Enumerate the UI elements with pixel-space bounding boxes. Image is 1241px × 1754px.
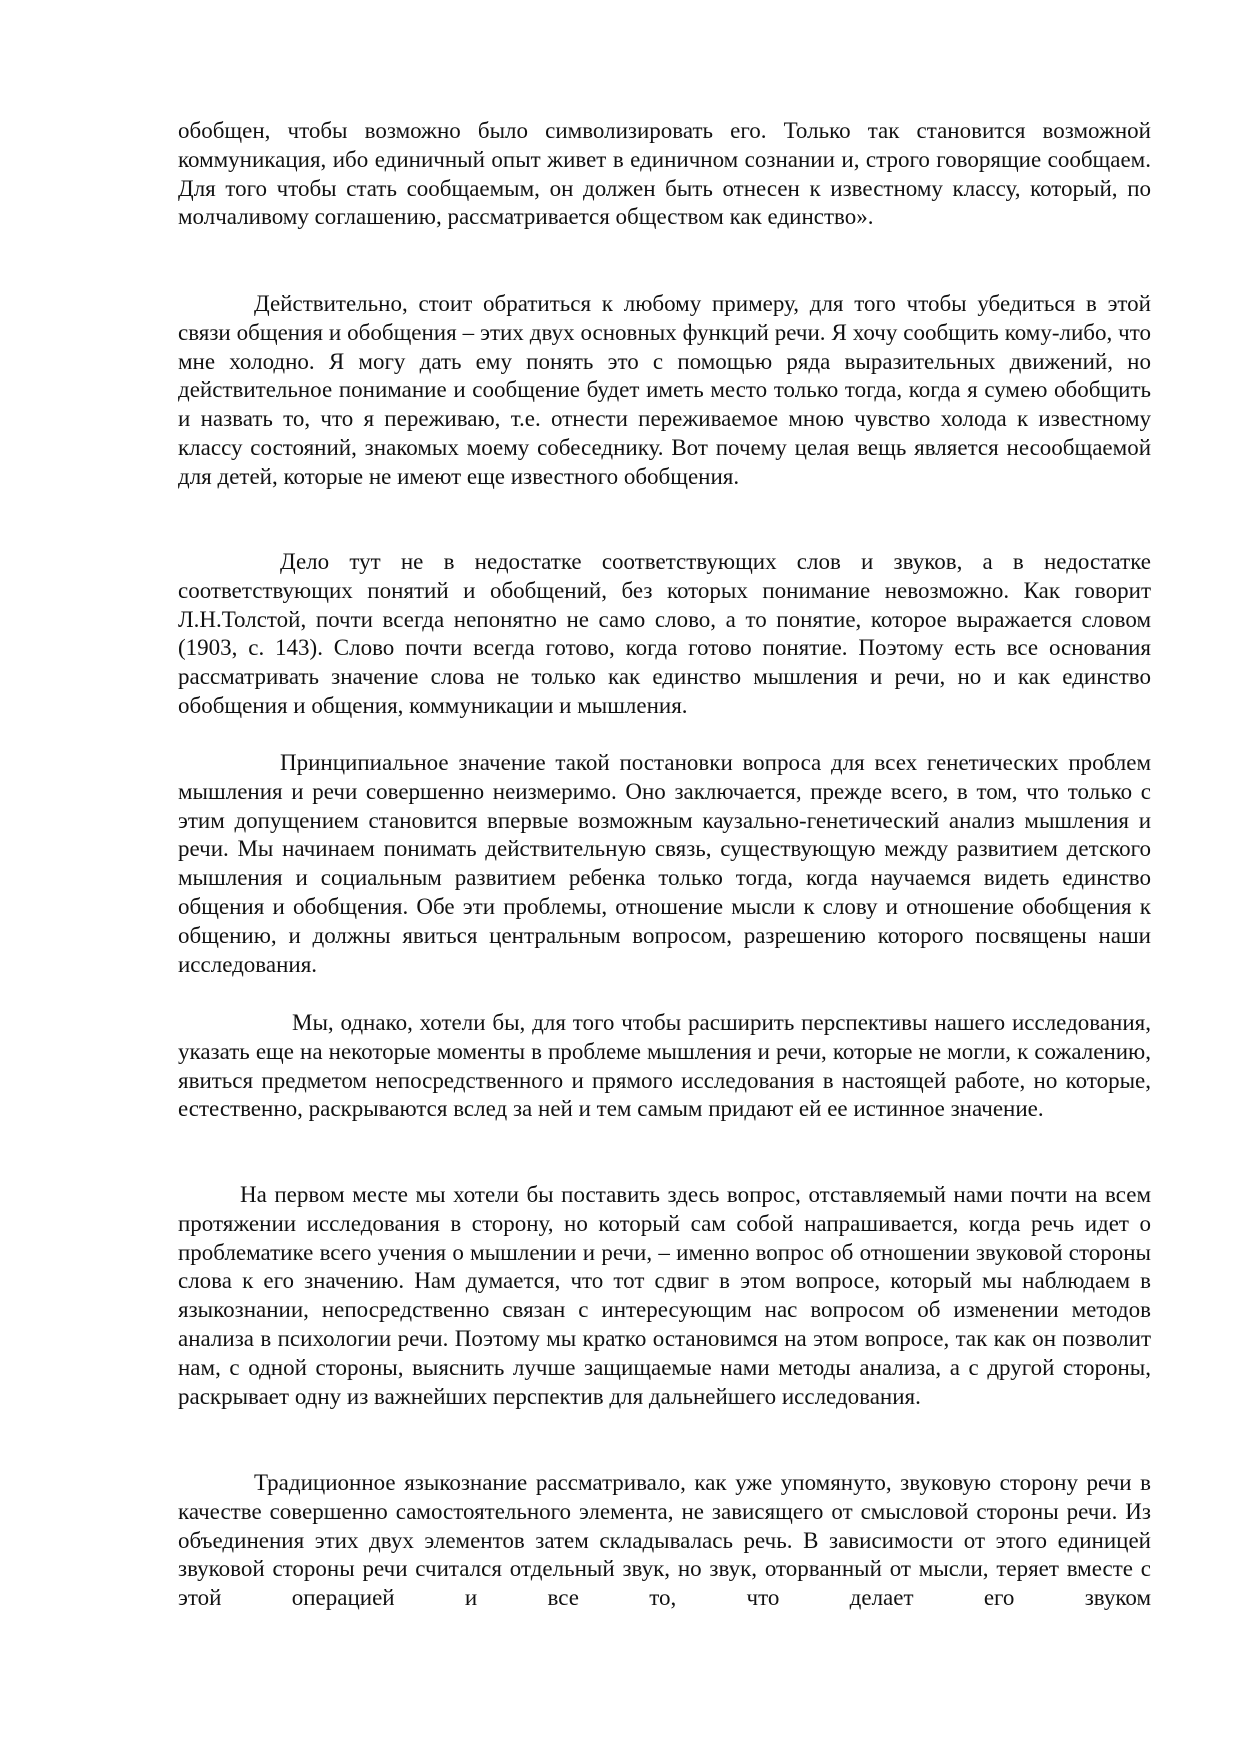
paragraph-3: Дело тут не в недостатке соответствующих слов и звуков, а в недостатке соответствующих понятий и обобщений, без которых понимание невозможно. Как говорит Л.Н.Толстой, почти всегда непонятно не само слово, а то понятие, которое выражается словом (1903, с. 143). Слово почти всегда готово, когда готово понятие. Поэтому есть все основания рассматривать значение слова не только как единство мышления и речи, но и как единство обобщения и общения, коммуникации и мышления. xyxy=(178,549,1151,718)
paragraph-1: обобщен, чтобы возможно было символизировать его. Только так становится возможной коммуникация, ибо единичный опыт живет в единичном сознании и, строго говорящие сообщаем. Для того чтобы стать сообщаемым, он должен быть отнесен к известному классу, который, по молчаливому соглашению, рассматривается обществом как единство». xyxy=(178,118,1151,230)
paragraph-4: Принципиальное значение такой постановки вопроса для всех генетических проблем мышления и речи совершенно неизмеримо. Оно заключается, прежде всего, в том, что только с этим допущением становится впервые возможным каузально-генетический анализ мышления и речи. Мы начинаем понимать действительную связь, существующую между развитием детского мышления и социальным развитием ребенка только тогда, когда научаемся видеть единство общения и обобщения. Обе эти проблемы, отношение мысли к слову и отношение обобщения к общению, и должны явиться центральным вопросом, разрешению которого посвящены наши исследования. xyxy=(178,750,1151,977)
paragraph-5: Мы, однако, хотели бы, для того чтобы расширить перспективы нашего исследования, указать еще на некоторые моменты в проблеме мышления и речи, которые не могли, к сожалению, явиться предметом непосредственного и прямого исследования в настоящей работе, но которые, естественно, раскрываются вслед за ней и тем самым придают ей ее истинное значение. xyxy=(178,1010,1151,1122)
paragraph-2: Действительно, стоит обратиться к любому примеру, для того чтобы убедиться в этой связи общения и обобщения – этих двух основных функций речи. Я хочу сообщить кому-либо, что мне холодно. Я могу дать ему понять это с помощью ряда выразительных движений, но действительное понимание и сообщение будет иметь место только тогда, когда я сумею обобщить и назвать то, что я переживаю, т.е. отнести переживаемое мною чувство холода к известному классу состояний, знакомых моему собеседнику. Вот почему целая вещь является несообщаемой для детей, которые не имеют еще известного обобщения. xyxy=(178,291,1151,489)
paragraph-6: На первом месте мы хотели бы поставить здесь вопрос, отставляемый нами почти на всем протяжении исследования в сторону, но который сам собой напрашивается, когда речь идет о проблематике всего учения о мышлении и речи, – именно вопрос об отношении звуковой стороны слова к его значению. Нам думается, что тот сдвиг в этом вопросе, который мы наблюдаем в языкознании, непосредственно связан с интересующим нас вопросом об изменении методов анализа в психологии речи. Поэтому мы кратко остановимся на этом вопросе, так как он позволит нам, с одной стороны, выяснить лучше защищаемые нами методы анализа, а с другой стороны, раскрывает одну из важнейших перспектив для дальнейшего исследования. xyxy=(178,1182,1151,1409)
paragraph-7: Традиционное языкознание рассматривало, как уже упомянуто, звуковую сторону речи в качестве совершенно самостоятельного элемента, не зависящего от смысловой стороны речи. Из объединения этих двух элементов затем складывалась речь. В зависимости от этого единицей звуковой стороны речи считался отдельный звук, но звук, оторванный от мысли, теряет вместе с этой операцией и все то, что делает его звуком xyxy=(178,1470,1151,1611)
